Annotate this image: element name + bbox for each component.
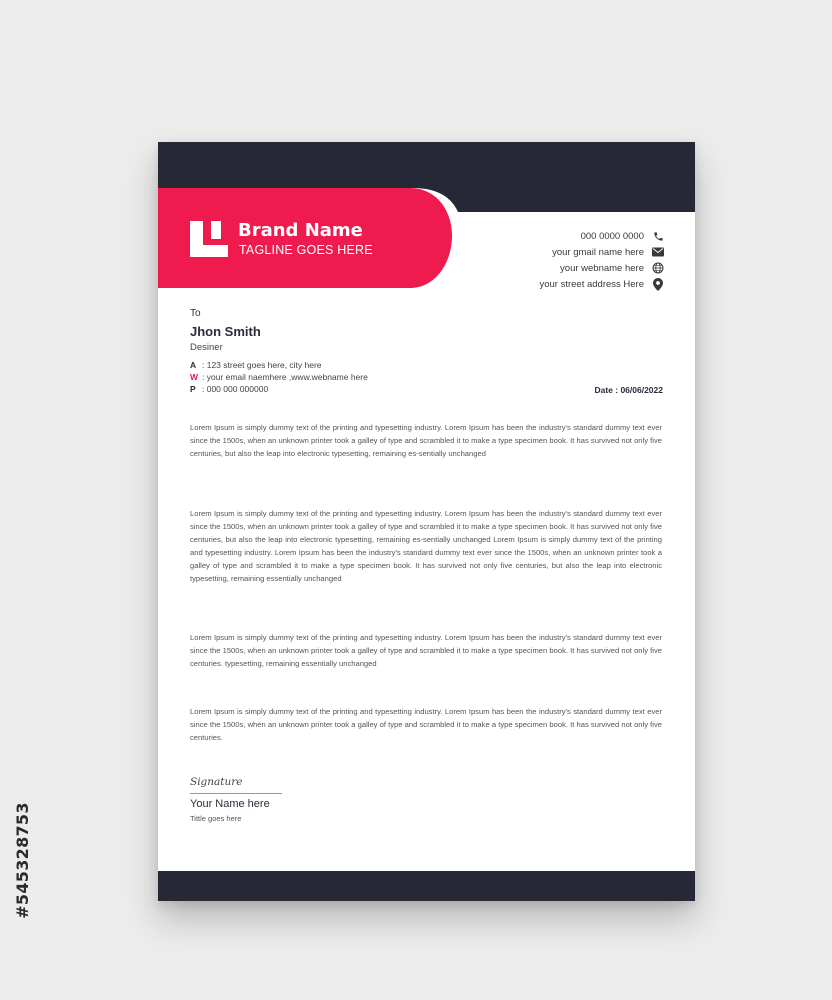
phone-row (190, 384, 368, 396)
address-value: : 123 street goes here, city here (202, 360, 322, 370)
contact-email (425, 244, 665, 260)
to-label: To (190, 308, 201, 319)
contact-email-text: your gmail name here (552, 246, 644, 258)
brand-logo-icon (190, 221, 228, 257)
body-paragraph-1: Lorem Ipsum is simply dummy text of the printing and typesetting industry. Lorem Ipsum has been the industry's standard dummy text ever since the 1500s, when an unknown printer took a galley of type and scrambled it to make a type specimen book. It has survived not only five centuries, but also the leap into electronic typesetting, remaining es-sentially unchanged (190, 423, 662, 458)
contact-address-text: your street address Here (539, 278, 644, 290)
contact-web (425, 260, 665, 276)
letterhead-sheet (158, 142, 695, 901)
recipient-role: Desiner (190, 342, 223, 353)
location-pin-icon (651, 277, 665, 291)
stock-id-text: #545328753 (12, 801, 32, 919)
body-paragraph-2: Lorem Ipsum is simply dummy text of the printing and typesetting industry. Lorem Ipsum has been the industry's standard dummy text ever since the 1500s, when an unknown printer took a galley of type and scrambled it to make a type specimen book. It has survived not only five centuries, but also the leap into electronic typesetting, remaining es-sentially unchanged Lorem Ipsum is simply dummy text of the printing and typesetting industry. Lorem Ipsum has been the industry's standard dummy text ever since the 1500s, when an unknown printer took a galley of type and scrambled it to make a type specimen book. It has survived not only five centuries, but also the leap into electronic typesetting, remaining essentially unchanged (190, 509, 662, 583)
footer-band (158, 871, 695, 901)
phone-icon (651, 229, 665, 243)
contact-list (425, 228, 665, 292)
globe-icon (651, 261, 665, 275)
body-paragraph-4: Lorem Ipsum is simply dummy text of the printing and typesetting industry. Lorem Ipsum has been the industry's standard dummy text ever since the 1500s, when an unknown printer took a galley of type and scrambled it to make a type specimen book. It has survived not only five centuries. (190, 707, 662, 742)
web-key: W (190, 372, 199, 382)
address-key: A (190, 360, 197, 370)
brand-tagline: TAGLINE GOES HERE (239, 243, 373, 257)
contact-phone (425, 228, 665, 244)
address-block (190, 360, 368, 396)
address-row (190, 360, 368, 372)
web-row (190, 372, 368, 384)
contact-phone-text: 000 0000 0000 (580, 230, 644, 242)
letter-date: Date : 06/06/2022 (594, 385, 663, 395)
signer-title: Tittle goes here (190, 814, 242, 823)
web-value: : your email naemhere ,www.webname here (202, 372, 368, 382)
envelope-icon (651, 245, 665, 259)
brand-name: Brand Name (238, 220, 363, 241)
body-paragraph-3: Lorem Ipsum is simply dummy text of the printing and typesetting industry. Lorem Ipsum has been the industry's standard dummy text ever since the 1500s, when an unknown printer took a galley of type and scrambled it to make a type specimen book. It has survived not only five centuries. typesetting, remaining essentially unchanged (190, 633, 662, 668)
phone-value: : 000 000 000000 (202, 384, 269, 394)
stock-id-label (6, 760, 38, 960)
recipient-block (190, 308, 261, 353)
signature-line (190, 793, 282, 794)
signer-name: Your Name here (190, 798, 270, 810)
recipient-name: Jhon Smith (190, 324, 261, 339)
contact-web-text: your webname here (560, 262, 644, 274)
signature-script: Signature (190, 776, 243, 788)
contact-address (425, 276, 665, 292)
phone-key: P (190, 384, 196, 394)
